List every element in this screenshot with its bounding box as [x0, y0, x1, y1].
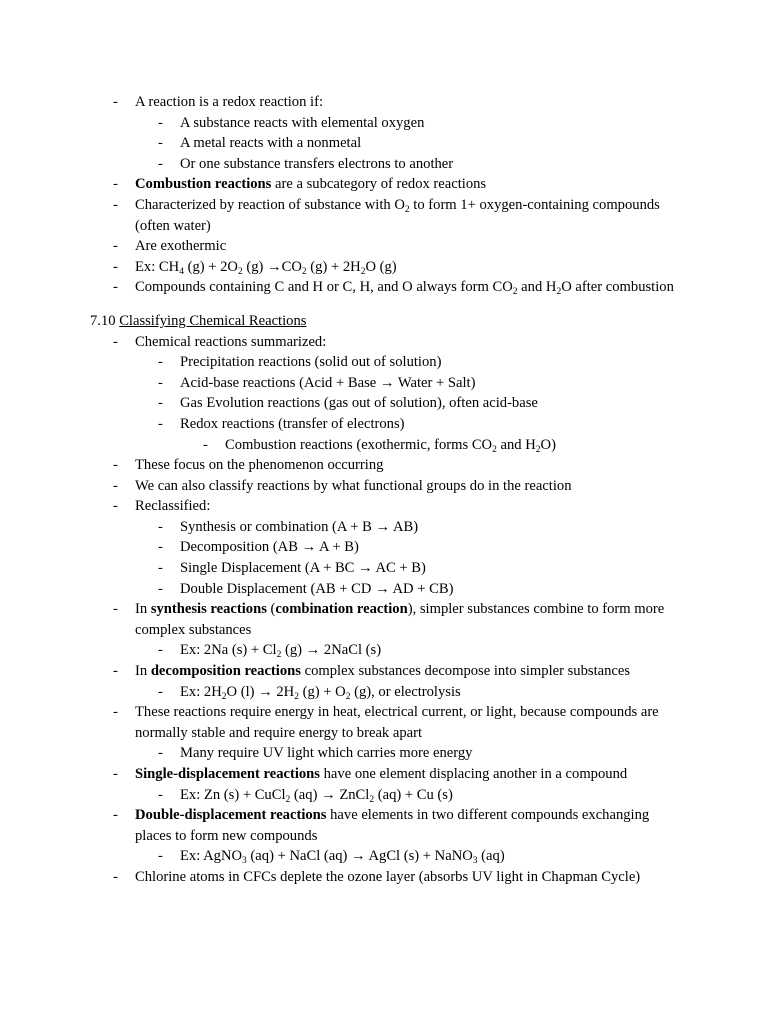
text-run: (aq) + Cu (s)	[374, 786, 453, 803]
list-item	[0, 537, 768, 558]
bullet-dash: -	[113, 457, 118, 474]
bullet-dash: -	[113, 498, 118, 515]
list-item	[0, 393, 768, 414]
bullet-dash: -	[113, 176, 118, 193]
item-text	[135, 661, 685, 682]
bullet-dash: -	[113, 601, 118, 618]
list-item	[0, 352, 768, 373]
item-text	[225, 435, 685, 456]
list-item	[0, 174, 768, 195]
list-item	[0, 435, 768, 456]
list-item	[0, 236, 768, 257]
bullet-dash: -	[113, 868, 118, 885]
list-item	[0, 517, 768, 538]
bullet-dash: -	[158, 560, 163, 577]
item-text: Decomposition (AB → A + B)	[180, 539, 359, 556]
item-text: We can also classify reactions by what functional groups do in the reaction	[135, 477, 572, 494]
subscript: 2	[404, 204, 410, 215]
subscript: 2	[294, 691, 299, 702]
item-text: Precipitation reactions (solid out of solution)	[180, 354, 442, 371]
text-run: Ex: 2H	[180, 683, 222, 700]
item-text	[180, 682, 685, 703]
list-item	[0, 640, 768, 661]
bullet-dash: -	[113, 94, 118, 110]
text-run: Ex: 2Na (s) + Cl	[180, 642, 277, 659]
text-run: and H	[517, 279, 557, 296]
bullet-dash: -	[158, 745, 163, 762]
list-item	[0, 455, 768, 476]
bullet-dash: -	[113, 704, 118, 721]
item-text	[135, 764, 685, 785]
item-text	[180, 640, 685, 661]
item-text	[135, 805, 685, 846]
bullet-dash: -	[158, 580, 163, 597]
text-run: Compounds containing C and H or C, H, and O always form CO	[135, 279, 513, 296]
bold-term: combination reaction	[275, 601, 408, 618]
list-item	[0, 764, 768, 785]
bullet-dash: -	[113, 807, 118, 824]
text-run: (aq) + NaCl (aq) → AgCl (s) + NaNO	[246, 848, 473, 865]
item-text: Reclassified:	[135, 498, 211, 515]
item-text	[135, 277, 685, 298]
list-item	[0, 599, 768, 640]
item-text: Double Displacement (AB + CD → AD + CB)	[180, 580, 454, 597]
list-item	[0, 133, 768, 154]
subscript: 2	[556, 287, 562, 298]
bullet-dash: -	[113, 196, 118, 213]
item-text	[180, 785, 685, 806]
item-text: Acid-base reactions (Acid + Base → Water + Salt)	[180, 374, 476, 391]
bold-term: Combustion reactions	[135, 176, 272, 193]
bullet-dash: -	[113, 279, 118, 296]
item-text: A substance reacts with elemental oxygen	[180, 114, 425, 131]
list-item	[0, 743, 768, 764]
bold-term: synthesis reactions	[150, 601, 267, 618]
item-text: Are exothermic	[135, 238, 227, 255]
bold-term: Double-displacement reactions	[135, 807, 327, 824]
subscript: 2	[360, 266, 366, 277]
text-run: (g) → 2NaCl (s)	[281, 642, 382, 659]
bullet-dash: -	[158, 539, 163, 556]
bullet-dash: -	[113, 663, 118, 680]
item-text: Gas Evolution reactions (gas out of solution), often acid-base	[180, 395, 538, 412]
list-item	[0, 195, 768, 236]
bold-term: decomposition reactions	[150, 663, 301, 680]
item-text: Many require UV light which carries more energy	[180, 745, 473, 762]
item-text: A reaction is a redox reaction if:	[135, 94, 324, 110]
bullet-dash: -	[158, 683, 163, 700]
text-run: In	[135, 663, 151, 680]
list-item	[0, 661, 768, 682]
bullet-dash: -	[113, 477, 118, 494]
list-item	[0, 113, 768, 134]
bullet-dash: -	[158, 135, 163, 152]
subscript: 3	[242, 856, 247, 867]
text-run: Characterized by reaction of substance with O	[135, 196, 405, 213]
list-item	[0, 682, 768, 703]
text-run: (g) + O	[298, 683, 346, 700]
text-run: (	[266, 601, 276, 618]
item-text: Chlorine atoms in CFCs deplete the ozone layer (absorbs UV light in Chapman Cycle)	[135, 868, 641, 885]
list-item	[0, 277, 768, 298]
bullet-dash: -	[158, 374, 163, 391]
text-run: (g) →CO	[242, 258, 302, 275]
list-item	[0, 579, 768, 600]
section-number: 7.10	[90, 312, 120, 329]
text-run: (g), or electrolysis	[350, 683, 461, 700]
subscript: 3	[472, 856, 478, 867]
text-run: Ex: AgNO	[180, 848, 243, 865]
subscript: 2	[237, 266, 243, 277]
text-run: (g) + 2O	[183, 258, 238, 275]
bullet-dash: -	[158, 848, 163, 865]
bullet-dash: -	[158, 642, 163, 659]
text-run: are a subcategory of redox reactions	[271, 176, 487, 193]
list-item	[0, 373, 768, 394]
subscript: 2	[535, 444, 541, 455]
text-run: have one element displacing another in a compound	[319, 766, 628, 782]
text-run: O)	[540, 436, 556, 453]
section-title: Classifying Chemical Reactions	[119, 312, 307, 329]
bullet-dash: -	[113, 766, 118, 782]
text-run: and H	[496, 436, 536, 453]
subscript: 2	[221, 691, 227, 702]
subscript: 2	[276, 650, 282, 661]
text-run: Combustion reactions (exothermic, forms CO	[225, 436, 493, 453]
list-item	[0, 154, 768, 175]
text-run: complex substances decompose into simpler substances	[300, 663, 631, 680]
list-item	[0, 846, 768, 867]
bold-term: Single-displacement reactions	[135, 766, 320, 782]
item-text: A metal reacts with a nonmetal	[180, 135, 362, 152]
bullet-dash: -	[158, 415, 163, 432]
list-item	[0, 257, 768, 278]
subscript: 2	[301, 266, 307, 277]
text-run: O (l) → 2H	[226, 683, 295, 700]
bullet-dash: -	[158, 354, 163, 371]
subscript: 2	[345, 691, 351, 702]
item-text: Or one substance transfers electrons to another	[180, 155, 454, 172]
subscript: 2	[285, 794, 291, 805]
text-run: ), simpler substances combine to form more complex substances	[135, 601, 665, 638]
section-heading	[90, 311, 768, 332]
item-text	[135, 257, 685, 278]
text-run: (aq)	[477, 848, 505, 865]
item-text: Synthesis or combination (A + B → AB)	[180, 518, 419, 535]
subscript: 2	[369, 794, 375, 805]
bullet-dash: -	[158, 518, 163, 535]
text-run: have elements in two different compounds exchanging places to form new compounds	[135, 807, 650, 844]
item-text: These focus on the phenomenon occurring	[135, 457, 384, 474]
bullet-dash: -	[158, 395, 163, 412]
text-run: In	[135, 601, 151, 618]
subscript: 4	[179, 266, 184, 277]
list-item	[0, 702, 768, 743]
list-item	[0, 414, 768, 435]
subscript: 2	[492, 444, 497, 455]
bullet-dash: -	[158, 786, 163, 803]
text-run: O after combustion	[561, 279, 674, 296]
bullet-dash: -	[113, 258, 118, 275]
bullet-dash: -	[158, 155, 163, 172]
text-run: (aq) → ZnCl	[290, 786, 370, 803]
item-text	[135, 174, 685, 195]
list-item	[0, 867, 768, 888]
bullet-dash: -	[113, 333, 118, 350]
item-text: Chemical reactions summarized:	[135, 333, 327, 350]
list-item	[0, 558, 768, 579]
text-run: O (g)	[365, 258, 397, 275]
item-text: Single Displacement (A + BC → AC + B)	[180, 560, 426, 577]
text-run: Ex: CH	[135, 258, 180, 275]
list-item	[0, 496, 768, 517]
item-text: Redox reactions (transfer of electrons)	[180, 415, 405, 432]
list-item	[0, 805, 768, 846]
list-item	[0, 785, 768, 806]
notes-content	[0, 92, 768, 888]
list-item	[0, 332, 768, 353]
text-run: Ex: Zn (s) + CuCl	[180, 786, 286, 803]
item-text	[135, 599, 685, 640]
bullet-dash: -	[203, 436, 208, 453]
text-run: (g) + 2H	[306, 258, 361, 275]
item-text: These reactions require energy in heat, electrical current, or light, because compounds are normally stable and require energy to break apart	[135, 704, 659, 741]
item-text	[180, 846, 685, 867]
subscript: 2	[512, 287, 518, 298]
text-run: to form 1+ oxygen-containing compounds (often water)	[135, 196, 660, 234]
list-item	[0, 92, 768, 113]
item-text	[135, 195, 685, 236]
bullet-dash: -	[158, 114, 163, 131]
list-item	[0, 476, 768, 497]
bullet-dash: -	[113, 238, 118, 255]
